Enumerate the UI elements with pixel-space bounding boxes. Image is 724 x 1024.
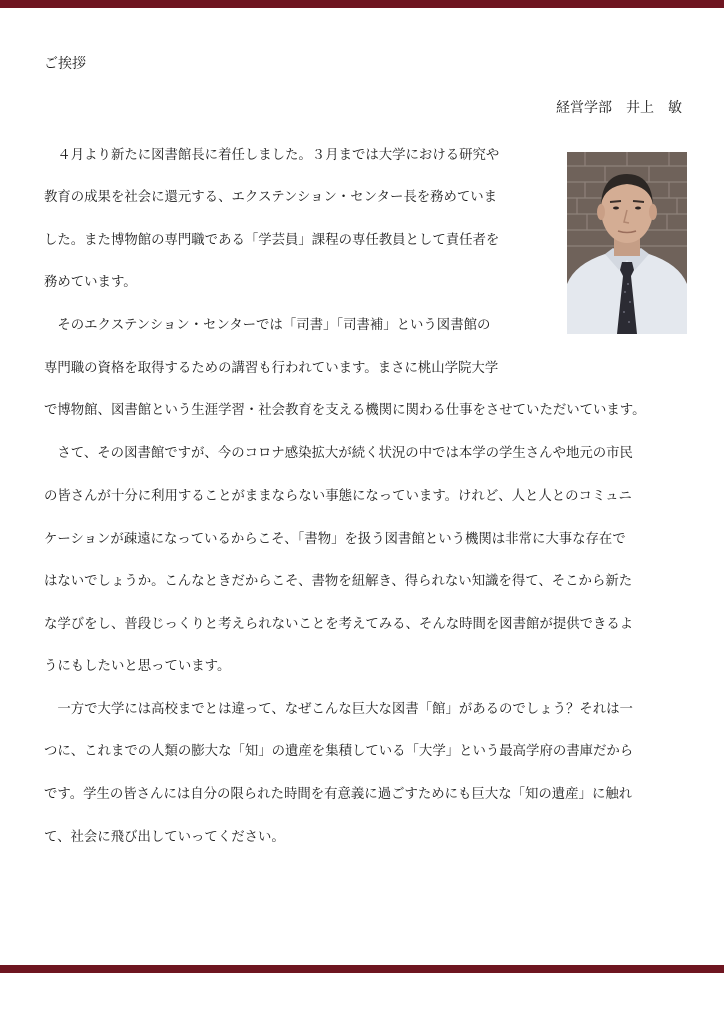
page-heading: ご挨拶 <box>44 56 86 72</box>
bottom-rule <box>0 965 724 973</box>
text-line-8: さて、その図書館ですが、今のコロナ感染拡大が続く状況の中では本学の学生さんや地元の市民 <box>44 446 633 461</box>
text-line-6: 専門職の資格を取得するための講習も行われています。まさに桃山学院大学 <box>44 361 499 376</box>
text-line-4: 務めています。 <box>44 275 137 290</box>
top-rule <box>0 0 724 8</box>
text-line-10: ケーションが疎遠になっているからこそ、「書物」を扱う図書館という機関は非常に大事な存在で <box>44 532 626 547</box>
text-line-2: 教育の成果を社会に還元する、エクステンション・センター長を務めていま <box>44 190 498 205</box>
text-line-14: 一方で大学には高校までとは違って、なぜこんな巨大な図書「館」があるのでしょう？それは一 <box>44 702 633 717</box>
text-line-5: そのエクステンション・センターでは「司書」「司書補」という図書館の <box>44 318 491 333</box>
text-line-12: な学びをし、普段じっくりと考えられないことを考えてみる、そんな時間を図書館が提供できるよ <box>44 617 634 632</box>
text-line-1: ４月より新たに図書館長に着任しました。３月までは大学における研究や <box>44 148 500 163</box>
text-line-11: はないでしょうか。こんなときだからこそ、書物を紐解き、得られない知識を得て、そこから新た <box>44 574 633 589</box>
text-line-3: した。また博物館の専門職である「学芸員」課程の専任教員として責任者を <box>44 233 500 248</box>
text-line-15: つに、これまでの人類の膨大な「知」の遺産を集積している「大学」という最高学府の書庫だから <box>44 744 634 759</box>
text-line-13: うにもしたいと思っています。 <box>44 659 231 674</box>
text-line-17: て、社会に飛び出していってください。 <box>44 830 285 845</box>
text-line-7: で博物館、図書館という生涯学習・社会教育を支える機関に関わる仕事をさせていただいています。 <box>44 403 646 418</box>
author-photo <box>567 152 687 334</box>
text-line-16: です。学生の皆さんには自分の限られた時間を有意義に過ごすためにも巨大な「知の遺産」に触れ <box>44 787 633 802</box>
author-name: 経営学部 井上 敏 <box>556 100 682 116</box>
text-line-9: の皆さんが十分に利用することがままならない事態になっています。けれど、人と人とのコミュニ <box>44 489 632 504</box>
